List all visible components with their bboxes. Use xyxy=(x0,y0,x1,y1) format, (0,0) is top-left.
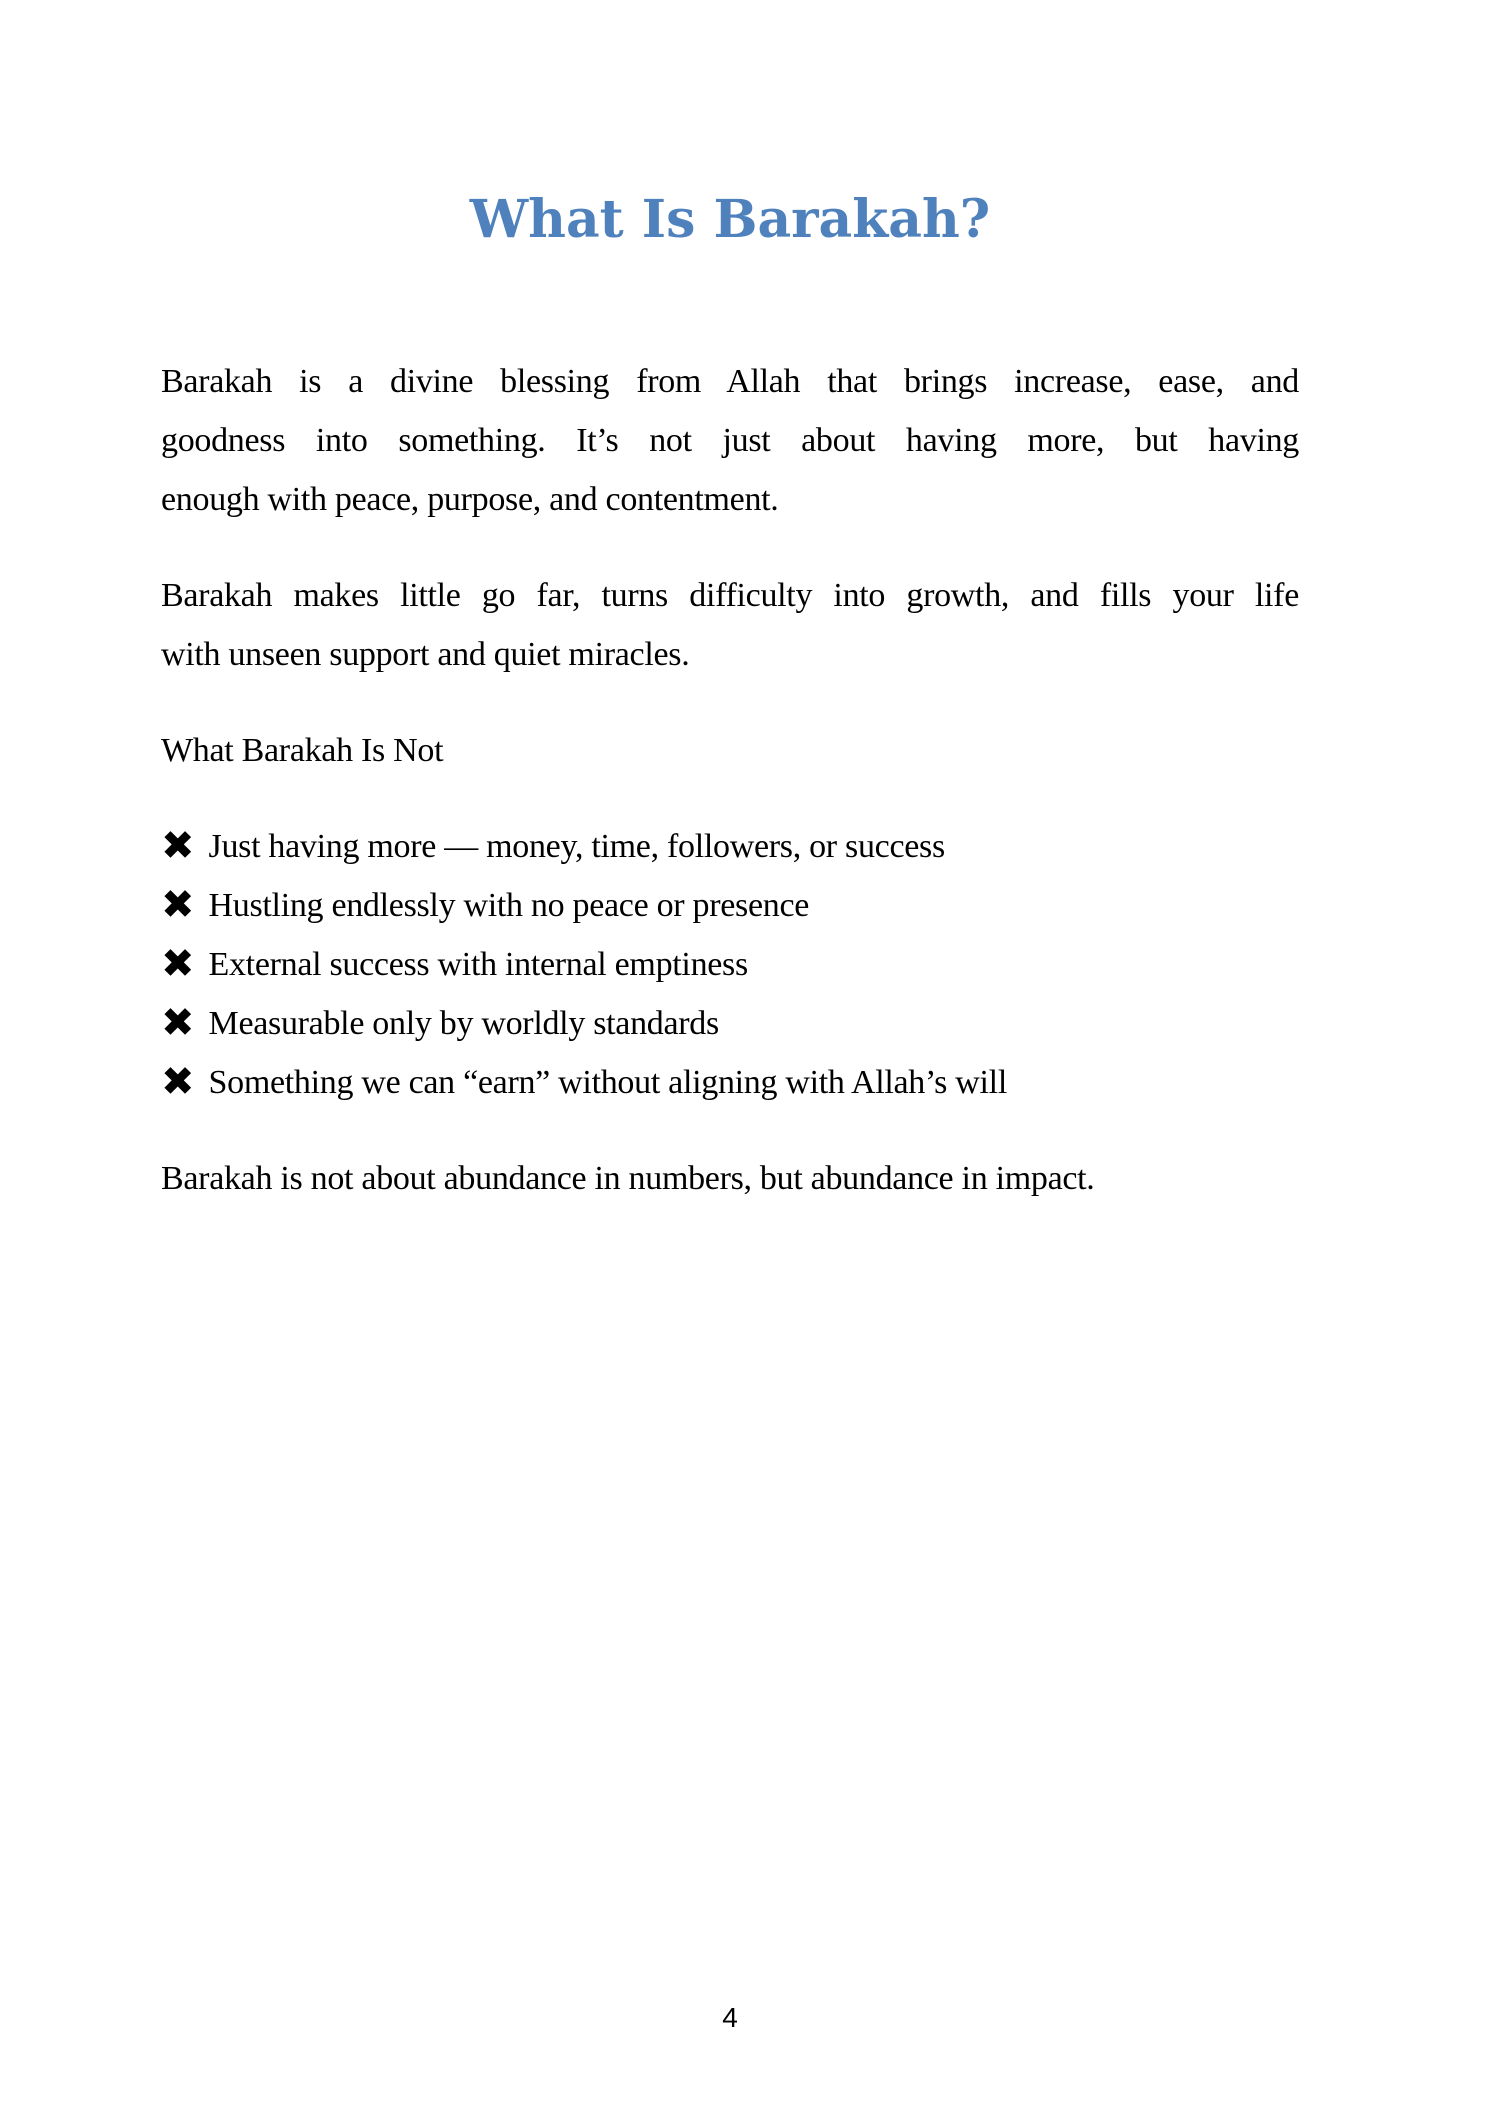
paragraph-intro xyxy=(161,352,1299,529)
cross-mark-icon: ✖ xyxy=(161,1059,195,1105)
list-item xyxy=(161,994,1299,1053)
cross-mark-icon: ✖ xyxy=(161,823,195,869)
document-body xyxy=(161,352,1299,1245)
paragraph-barakah-makes xyxy=(161,566,1299,684)
not-list xyxy=(161,817,1299,1112)
page-title: What Is Barakah? xyxy=(469,189,991,250)
text-line: Barakah is not about abundance in numbers, but abundance in impact. xyxy=(161,1160,1095,1197)
cross-mark-icon: ✖ xyxy=(161,941,195,987)
list-item xyxy=(161,876,1299,935)
cross-mark-icon: ✖ xyxy=(161,1000,195,1046)
list-item xyxy=(161,1053,1299,1112)
text-line: enough with peace, purpose, and contentment. xyxy=(161,481,779,518)
text-line: with unseen support and quiet miracles. xyxy=(161,636,690,673)
list-item-text: Something we can “earn” without aligning with Allah’s will xyxy=(208,1064,1007,1101)
text-line: Barakah makes little go far, turns difficulty into growth, and fills your life xyxy=(161,577,1299,614)
list-item-text: Measurable only by worldly standards xyxy=(208,1005,719,1042)
text-line: Barakah is a divine blessing from Allah that brings increase, ease, and xyxy=(161,363,1299,400)
text-line: What Barakah Is Not xyxy=(161,732,444,769)
list-item xyxy=(161,817,1299,876)
text-line: goodness into something. It’s not just about having more, but having xyxy=(161,422,1299,459)
subheading-what-barakah-is-not xyxy=(161,721,1299,780)
page-number: 4 xyxy=(722,2002,738,2033)
cross-mark-icon: ✖ xyxy=(161,882,195,928)
list-item-text: External success with internal emptiness xyxy=(208,946,748,983)
list-item-text: Hustling endlessly with no peace or presence xyxy=(208,887,810,924)
paragraph-closing xyxy=(161,1149,1299,1208)
list-item xyxy=(161,935,1299,994)
list-item-text: Just having more — money, time, followers, or success xyxy=(208,828,945,865)
